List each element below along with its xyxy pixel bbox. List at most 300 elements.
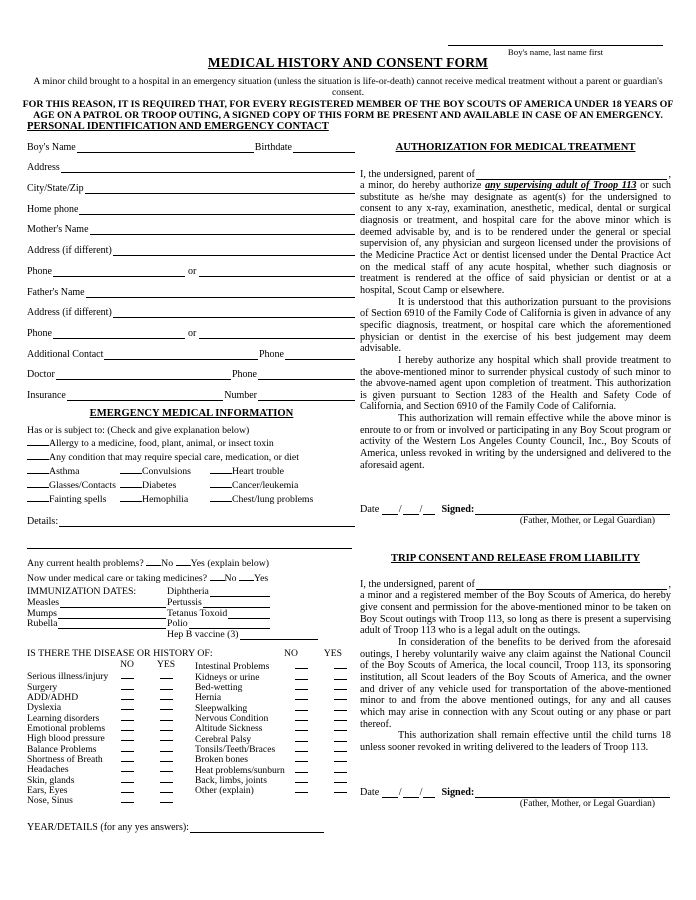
disease-label: Heat problems/sunburn — [195, 764, 285, 776]
immunization-left-list — [27, 597, 167, 630]
disease-row — [195, 732, 363, 745]
disease-row — [195, 783, 363, 797]
disease-row — [27, 783, 187, 797]
doctor-phone-field[interactable] — [258, 376, 355, 380]
form-title: MEDICAL HISTORY AND CONSENT FORM — [207, 55, 489, 70]
check-blank[interactable] — [27, 450, 49, 460]
condition-item — [27, 464, 120, 478]
disease-row — [195, 721, 363, 735]
immunization-item — [27, 619, 167, 630]
left-column — [27, 121, 356, 833]
no-blank[interactable] — [121, 721, 134, 731]
condition-label: Heart trouble — [232, 465, 284, 477]
boys-name-blank[interactable] — [448, 36, 663, 46]
immunization-item — [27, 597, 167, 608]
immunization-item — [27, 608, 167, 619]
field-label: Phone — [259, 348, 284, 360]
no-blank[interactable] — [121, 711, 134, 721]
disease-label: Kidneys or urine — [195, 671, 260, 683]
field-row-insurance — [27, 380, 356, 401]
parent-name-row — [360, 576, 671, 590]
additional-contact-field[interactable] — [104, 356, 258, 360]
disease-row — [27, 690, 187, 704]
disease-right-list — [195, 659, 363, 797]
check-blank[interactable] — [120, 464, 142, 474]
check-blank[interactable] — [210, 492, 232, 502]
guardian-caption: (Father, Mother, or Legal Guardian) — [519, 516, 655, 527]
trip-consent-heading: TRIP CONSENT AND RELEASE FROM LIABILITY — [390, 553, 641, 565]
no-blank[interactable] — [295, 752, 308, 762]
field-row-home-phone — [27, 194, 356, 215]
yes-blank[interactable] — [334, 721, 347, 731]
immunization-block — [27, 586, 356, 640]
year-details-label: YEAR/DETAILS (for any yes answers): — [27, 821, 189, 833]
condition-label: Hemophilia — [142, 493, 189, 505]
father-phone-alt-field[interactable] — [199, 335, 355, 339]
condition-item — [27, 450, 356, 464]
insurance-field[interactable] — [67, 397, 223, 401]
immunization-item — [167, 619, 271, 630]
yes-blank[interactable] — [239, 571, 254, 581]
immunization-date-field[interactable] — [228, 615, 270, 619]
disease-row — [195, 711, 363, 725]
no-blank[interactable] — [121, 742, 134, 752]
parent-name-row — [360, 166, 671, 180]
comma: , — [668, 169, 671, 180]
yes-blank[interactable] — [334, 711, 347, 721]
disease-left-half — [27, 659, 187, 807]
signature-field[interactable] — [475, 511, 670, 515]
no-blank[interactable] — [295, 763, 308, 773]
yes-blank[interactable] — [160, 742, 173, 752]
field-label: Boy's Name — [27, 141, 76, 153]
immunization-label: Diphtheria — [167, 585, 209, 597]
field-label: Number — [224, 389, 257, 401]
no-blank[interactable] — [295, 711, 308, 721]
immunization-label: Mumps — [27, 607, 57, 619]
no-cell — [285, 783, 319, 796]
field-row-fathers-name — [27, 277, 356, 298]
medical-care-question — [27, 571, 356, 585]
mothers-name-field[interactable] — [90, 231, 355, 235]
disease-label: Hernia — [195, 692, 222, 704]
authorization-paragraph-3: I hereby authorize any hospital which shall provide treatment to the above-mentioned minor to surrender physical custody of such minor to the abvove-named agent upon completion of treatment. This authorization is given pursuant to Section 1283 of the Health and Safety Code of California, and Section 6910 of the Family Code of California. — [360, 354, 671, 413]
condition-item — [27, 492, 120, 506]
disease-row — [27, 793, 187, 807]
disease-row — [27, 731, 187, 745]
disease-table — [27, 659, 356, 807]
signature-field[interactable] — [475, 794, 670, 798]
no-blank[interactable] — [121, 669, 134, 679]
mother-address-field[interactable] — [113, 252, 355, 256]
disease-left-list — [27, 669, 187, 807]
yes-blank[interactable] — [334, 742, 347, 752]
disease-row — [195, 752, 363, 766]
field-row-additional-contact — [27, 339, 356, 360]
yes-blank[interactable] — [334, 670, 347, 680]
no-blank[interactable] — [295, 670, 308, 680]
doctor-field[interactable] — [56, 376, 231, 380]
details-row — [27, 510, 356, 527]
check-blank[interactable] — [27, 492, 49, 502]
authorization-p1-text — [360, 180, 671, 297]
date-day-blank[interactable] — [403, 788, 419, 798]
check-blank[interactable] — [210, 464, 232, 474]
yes-column-header: YES — [323, 648, 342, 660]
slash: / — [398, 786, 402, 798]
yes-blank[interactable] — [160, 731, 173, 741]
condition-item — [120, 478, 210, 492]
disease-row — [195, 701, 363, 714]
disease-label: Nose, Sinus — [27, 795, 73, 807]
no-blank[interactable] — [121, 690, 134, 700]
no-blank[interactable] — [295, 680, 308, 690]
immunization-right-column — [167, 586, 356, 640]
field-label: Phone — [27, 265, 52, 277]
field-row-mother-phone — [27, 256, 356, 277]
field-row-boys-name — [27, 132, 356, 153]
disease-label: Cerebral Palsy — [195, 733, 252, 745]
disease-row — [195, 690, 363, 704]
p1-before: a minor, do hereby authorize — [360, 180, 486, 191]
no-label: No — [224, 572, 237, 584]
yes-cell — [319, 783, 363, 796]
yes-blank[interactable] — [160, 793, 173, 803]
trip-paragraph-2: In consideration of the benefits to be derived from the aforesaid outings, I hereby voluntarily waive any claim against the National Council of the Boy Scouts of America, the local council, Troop 113, its sponsoring institution, all Scout leaders of the Boy Scouts of America, and the owner and driver of any vehicle used for transportation of the above-mentioned minor to and from the above mentioned outings, for any and all causes which may arise in connection with any Scout outing or any phase or part thereof. — [360, 637, 671, 730]
intro-normal-text: A minor child brought to a hospital in an emergency situation (unless the situation is life-or-death) cannot receive medical treatment without a parent or guardian's consent. — [33, 76, 663, 99]
disease-label: Bed-wetting — [195, 682, 243, 694]
disease-heading: IS THERE THE DISEASE OR HISTORY OF: — [27, 648, 213, 660]
no-blank[interactable] — [121, 783, 134, 793]
no-blank[interactable] — [146, 556, 161, 566]
no-blank[interactable] — [295, 773, 308, 783]
yes-blank[interactable] — [334, 659, 347, 669]
condition-item — [120, 492, 210, 506]
disease-label: Balance Problems — [27, 743, 97, 755]
yes-blank[interactable] — [160, 669, 173, 679]
city-state-zip-field[interactable] — [85, 190, 355, 194]
no-label: No — [161, 558, 174, 570]
disease-row — [27, 700, 187, 714]
spacer — [27, 659, 109, 670]
condition-label: Asthma — [49, 465, 80, 477]
no-blank[interactable] — [121, 773, 134, 783]
field-row-mother-address — [27, 235, 356, 256]
yes-column-header: YES — [156, 659, 176, 671]
condition-item — [27, 478, 120, 492]
disease-label: Learning disorders — [27, 712, 100, 724]
disease-heading-row — [27, 648, 356, 659]
no-cell — [109, 793, 145, 806]
field-row-father-address — [27, 298, 356, 319]
disease-row — [195, 773, 363, 787]
no-blank[interactable] — [295, 742, 308, 752]
authorization-paragraph-2: It is understood that this authorization pursuant to the provisions of Section 6910 of the Family Code of California is given in advance of any specific diagnosis, treatment, or hospital care which the aforementioned physician or dentist in the exercise of his best judgement may deem advisable. — [360, 296, 671, 355]
parent-of-label: I, the undersigned, parent of — [360, 169, 475, 180]
yes-blank[interactable] — [160, 783, 173, 793]
yes-label: Yes (explain below) — [190, 558, 270, 570]
date-month-blank[interactable] — [382, 505, 398, 515]
trip-p1-text: a minor and a registered member of the Boy Scouts of America, do hereby give consent and permission for the above-mentioned minor to be taken on Boy Scout outings with Troop 113, so long as there is present a supervising adult of Troop 113 who is a legal adult on the outings. — [360, 590, 671, 637]
condition-checklist-grid — [27, 464, 356, 506]
immunization-date-field[interactable] — [58, 615, 166, 619]
immunization-label: Rubella — [27, 618, 58, 630]
immunization-item — [167, 597, 271, 608]
condition-item — [210, 478, 356, 492]
yes-cell — [145, 793, 187, 806]
disease-row — [195, 680, 363, 694]
check-blank[interactable] — [27, 436, 49, 446]
check-blank[interactable] — [210, 478, 232, 488]
disease-row — [27, 762, 187, 776]
no-blank[interactable] — [295, 701, 308, 711]
yes-blank[interactable] — [334, 680, 347, 690]
question-label: Now under medical care or taking medicines? — [27, 572, 208, 584]
parent-of-label: I, the undersigned, parent of — [360, 579, 475, 591]
yes-blank[interactable] — [334, 773, 347, 783]
date-label: Date — [360, 504, 380, 516]
field-label: Address (if different) — [27, 245, 112, 257]
fathers-name-field[interactable] — [86, 294, 355, 298]
disease-label: Shortness of Breath — [27, 754, 103, 766]
field-label: Insurance — [27, 389, 66, 401]
year-details-field[interactable] — [190, 829, 324, 833]
no-blank[interactable] — [295, 690, 308, 700]
disease-row — [195, 659, 363, 673]
disease-label: Altitude Sickness — [195, 723, 263, 735]
disease-label: High blood pressure — [27, 733, 105, 745]
condition-label: Glasses/Contacts — [49, 479, 116, 491]
no-blank[interactable] — [295, 721, 308, 731]
yes-blank[interactable] — [160, 690, 173, 700]
condition-item — [120, 464, 210, 478]
no-column-header: NO — [284, 648, 298, 660]
disease-right-half — [195, 659, 363, 803]
birthdate-field[interactable] — [293, 149, 355, 153]
trip-date-signed-row — [360, 783, 671, 798]
signed-label: Signed: — [441, 786, 475, 798]
trip-paragraph-3: This authorization shall remain effective until the child turns 18 unless sooner revoked in writing delivered to the leaders of Troop 113. — [360, 730, 671, 753]
disease-row — [27, 752, 187, 766]
details-extra-line[interactable] — [27, 527, 352, 549]
no-blank[interactable] — [210, 571, 225, 581]
disease-right-colheads — [284, 648, 356, 659]
boys-name-caption: Boy's name, last name first — [507, 47, 604, 57]
disease-label: ADD/ADHD — [27, 692, 79, 704]
yes-blank[interactable] — [334, 763, 347, 773]
yes-blank[interactable] — [160, 711, 173, 721]
signed-label: Signed: — [441, 504, 475, 516]
no-blank[interactable] — [295, 732, 308, 742]
p1-after: or such substitute as he/she may designate as agent(s) for the undersigned to consent to any x-ray, examination, anesthetic, medical, dental or surgical diagnosis or treatment, and hospital care for the above minor which is deemed advisable by, and is to be rendered under the general or special supervision of, any physician and surgeon licensed under the provisions of the Medicine Practice Act or dentist licensed under the Dental Practice Act on the medical staff of any acute hospital, whether such diagnosis or treatment is rendered at the office of said physician or dentist or at a hospital, Scout Camp or elsewhere. — [360, 180, 671, 296]
boys-name-header — [448, 36, 663, 57]
disease-label: Back, limbs, joints — [195, 775, 267, 787]
home-phone-field[interactable] — [79, 211, 355, 215]
yes-blank[interactable] — [160, 762, 173, 772]
condition-checklist-full — [27, 436, 356, 464]
yes-blank[interactable] — [334, 732, 347, 742]
disease-row — [195, 670, 363, 683]
father-address-field[interactable] — [113, 314, 355, 318]
check-blank[interactable] — [27, 478, 49, 488]
condition-label: Any condition that may require special care, medication, or diet — [49, 451, 300, 463]
or-label: or — [188, 327, 197, 339]
guardian-caption: (Father, Mother, or Legal Guardian) — [519, 798, 655, 809]
disease-label: Intestinal Problems — [195, 661, 270, 673]
yes-blank[interactable] — [160, 680, 173, 690]
details-field[interactable] — [59, 523, 355, 527]
disease-label: Tonsils/Teeth/Braces — [195, 744, 276, 756]
disease-label: Surgery — [27, 681, 58, 693]
yes-label: Yes — [253, 572, 269, 584]
date-month-blank[interactable] — [382, 788, 398, 798]
disease-row — [27, 721, 187, 735]
disease-row — [27, 773, 187, 786]
date-day-blank[interactable] — [403, 505, 419, 515]
yes-blank[interactable] — [160, 700, 173, 710]
trip-paragraph-1 — [360, 576, 671, 637]
no-blank[interactable] — [121, 793, 134, 803]
check-blank[interactable] — [27, 464, 49, 474]
form-intro — [18, 76, 678, 121]
immunization-left-column — [27, 586, 167, 640]
field-label: Phone — [27, 327, 52, 339]
field-row-doctor — [27, 360, 356, 381]
condition-label: Chest/lung problems — [232, 493, 314, 505]
disease-row — [195, 763, 363, 776]
condition-label: Fainting spells — [49, 493, 107, 505]
immunization-date-field[interactable] — [58, 625, 166, 629]
condition-label: Allergy to a medicine, food, plant, animal, or insect toxin — [49, 437, 274, 449]
slash: / — [419, 504, 423, 516]
yes-blank[interactable] — [334, 752, 347, 762]
emergency-section-heading: EMERGENCY MEDICAL INFORMATION — [89, 407, 294, 419]
disease-label: Sleepwalking — [195, 702, 248, 714]
disease-row — [27, 669, 187, 683]
immunization-date-field[interactable] — [60, 604, 166, 608]
no-column-header: NO — [120, 659, 134, 671]
disease-label: Ears, Eyes — [27, 785, 68, 797]
boys-name-field[interactable] — [77, 149, 254, 153]
mother-phone-alt-field[interactable] — [199, 273, 355, 277]
question-label: Any current health problems? — [27, 558, 144, 570]
date-label: Date — [360, 786, 380, 798]
disease-label: Dyslexia — [27, 702, 62, 714]
field-label: Mother's Name — [27, 224, 89, 236]
disease-label: Headaches — [27, 764, 69, 776]
check-blank[interactable] — [120, 492, 142, 502]
health-problems-question — [27, 556, 356, 570]
condition-item — [210, 492, 356, 506]
or-label: or — [188, 265, 197, 277]
disease-label: Serious illness/injury — [27, 671, 109, 683]
intro-bold-text: FOR THIS REASON, IT IS REQUIRED THAT, FOR EVERY REGISTERED MEMBER OF THE BOY SCOUTS OF AMERICA UNDER 18 YEARS OF AGE ON A PATROL OR TROOP OUTING, A SIGNED COPY OF THIS FORM BE PRESENT AND AVAILABLE IN CASE OF AN EMERGENCY. — [22, 98, 674, 121]
no-blank[interactable] — [121, 752, 134, 762]
field-row-city-state-zip — [27, 173, 356, 194]
no-blank[interactable] — [121, 762, 134, 772]
immunization-date-field[interactable] — [240, 636, 318, 640]
immunization-item — [167, 608, 271, 619]
authorization-paragraph-1 — [360, 166, 671, 297]
father-phone-field[interactable] — [53, 335, 185, 339]
yes-blank[interactable] — [160, 752, 173, 762]
immunization-date-field[interactable] — [210, 593, 270, 597]
condition-label: Cancer/leukemia — [232, 479, 299, 491]
field-label: Birthdate — [254, 141, 292, 153]
immunization-label: Hep B vaccine (3) — [167, 629, 239, 641]
immunization-right-list — [167, 586, 271, 640]
condition-item — [27, 436, 356, 450]
disease-left-colheads — [27, 659, 187, 669]
disease-label: Nervous Condition — [195, 713, 269, 725]
mother-phone-field[interactable] — [53, 273, 185, 277]
slash: / — [419, 786, 423, 798]
immunization-item — [167, 629, 319, 640]
yes-blank[interactable] — [160, 721, 173, 731]
date-year-blank[interactable] — [423, 788, 435, 798]
date-year-blank[interactable] — [423, 505, 435, 515]
insurance-number-field[interactable] — [258, 397, 355, 401]
disease-row — [195, 742, 363, 756]
right-column — [360, 142, 671, 809]
no-blank[interactable] — [121, 680, 134, 690]
disease-row — [27, 742, 187, 755]
yes-blank[interactable] — [334, 701, 347, 711]
authorization-paragraph-4: This authorization will remain effective while the above minor is enroute to or from or involved or participating in any Boy Scout program or activity of the Western Los Angeles County Council, Inc., Boy Scouts of America, unless revoked in writing by the undersigned and delivered to the aforesaid agent. — [360, 413, 671, 471]
no-blank[interactable] — [121, 731, 134, 741]
comma: , — [668, 579, 671, 591]
field-row-father-phone — [27, 318, 356, 339]
authorization-date-signed-row — [360, 500, 671, 515]
condition-label: Convulsions — [142, 465, 191, 477]
disease-row — [27, 711, 187, 724]
field-label: Address (if different) — [27, 307, 112, 319]
additional-contact-phone-field[interactable] — [285, 356, 355, 360]
field-label: Home phone — [27, 203, 79, 215]
no-blank[interactable] — [295, 659, 308, 669]
disease-label: Skin, glands — [27, 774, 75, 786]
emergency-intro: Has or is subject to: (Check and give explanation below) — [27, 424, 250, 436]
immunization-label: Polio — [167, 618, 188, 630]
condition-item — [210, 464, 356, 478]
field-label: Doctor — [27, 369, 55, 381]
yes-blank[interactable] — [176, 556, 191, 566]
no-blank[interactable] — [121, 700, 134, 710]
disease-label: Broken bones — [195, 754, 249, 766]
year-details-row — [27, 817, 356, 833]
yes-blank[interactable] — [160, 773, 173, 783]
slash: / — [398, 504, 402, 516]
field-label: Additional Contact — [27, 348, 104, 360]
yes-blank[interactable] — [334, 783, 347, 793]
immunization-label: Tetanus Toxoid — [167, 607, 228, 619]
condition-label: Diabetes — [142, 479, 177, 491]
disease-label: Other (explain) — [195, 785, 254, 797]
no-blank[interactable] — [295, 783, 308, 793]
immunization-label: Measles — [27, 596, 60, 608]
personal-section-heading: PERSONAL IDENTIFICATION AND EMERGENCY CONTACT — [27, 121, 329, 132]
immunization-label: Pertussis — [167, 596, 202, 608]
yes-blank[interactable] — [334, 690, 347, 700]
field-label: Phone — [232, 369, 257, 381]
details-label: Details: — [27, 516, 59, 528]
check-blank[interactable] — [120, 478, 142, 488]
field-label: City/State/Zip — [27, 183, 84, 195]
field-row-mothers-name — [27, 215, 356, 236]
address-field[interactable] — [61, 169, 355, 173]
authorization-heading: AUTHORIZATION FOR MEDICAL TREATMENT — [395, 142, 636, 153]
disease-label: Emotional problems — [27, 723, 106, 735]
